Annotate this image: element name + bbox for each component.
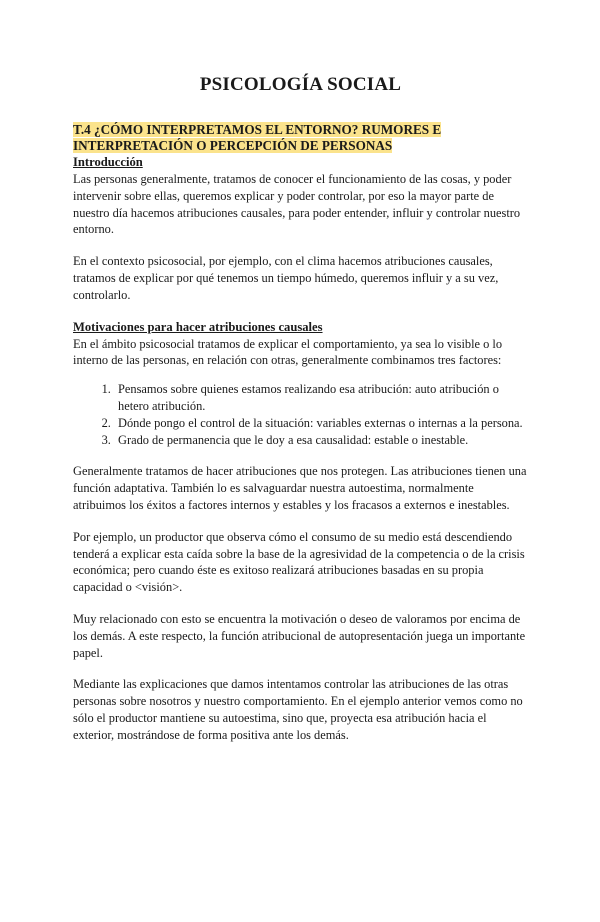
- paragraph-motivaciones: En el ámbito psicosocial tratamos de explicar el comportamiento, ya sea lo visible o lo interno de las personas, en relación con otras, generalmente combinamos tres factores:: [73, 336, 503, 368]
- list-item: 3. Grado de permanencia que le doy a esa causalidad: estable o inestable.: [114, 432, 528, 449]
- paragraph-gap: [73, 596, 528, 611]
- topic-heading: [73, 122, 528, 154]
- paragraph-gap: [73, 514, 528, 529]
- factors-list: [73, 381, 528, 448]
- paragraph-adaptive: Generalmente tratamos de hacer atribuciones que nos protegen. Las atribuciones tienen una función adaptativa. También lo es salvaguardar nuestra autoestima, normalmente atribuimos los éxitos a factores internos y estables y los fracasos a externos e inestables.: [73, 464, 527, 512]
- paragraph-gap: [73, 661, 528, 676]
- paragraph-intro-2: En el contexto psicosocial, por ejemplo, con el clima hacemos atribuciones causales, tratamos de explicar por qué tenemos un tiempo húmedo, queremos influir y a su vez, controlarlo.: [73, 254, 499, 302]
- topic-heading-text: T.4 ¿CÓMO INTERPRETAMOS EL ENTORNO? RUMORES E INTERPRETACIÓN O PERCEPCIÓN DE PERSONAS: [73, 122, 442, 153]
- list-item: 2. Dónde pongo el control de la situación: variables externas o internas a la persona.: [114, 415, 528, 432]
- section-heading-introduccion: Introducción: [73, 155, 143, 169]
- paragraph-intro-1: Las personas generalmente, tratamos de conocer el funcionamiento de las cosas, y poder intervenir sobre ellas, queremos explicar y poder controlar, por eso la mayor parte de nuestro día hacemos atribuciones causales, para poder entender, influir y controlar nuestro entorno.: [73, 172, 521, 237]
- paragraph-related: Muy relacionado con esto se encuentra la motivación o deseo de valoramos por encima de los demás. A este respecto, la función atribucional de autopresentación juega un importante papel.: [73, 611, 526, 660]
- paragraph-gap: [73, 448, 528, 463]
- paragraph-gap: [73, 238, 528, 253]
- paragraph-explanations: Mediante las explicaciones que damos intentamos controlar las atribuciones de las otras personas sobre nosotros y nuestro comportamiento. En el ejemplo anterior vemos como no sólo el productor mantiene su autoestima, sino que, proyecta esa atribución hacia el exterior, mostrándose de forma positiva ante los demás.: [73, 677, 523, 742]
- page-title: PSICOLOGÍA SOCIAL: [199, 74, 402, 95]
- paragraph-example: Por ejemplo, un productor que observa cómo el consumo de su medio está descendiendo tenderá a explicar esta caída sobre la base de la agresividad de la competencia o de la crisis económica; pero cuando éste es exitoso realizará atribuciones basadas en su propia capacidad o <visión>.: [73, 529, 525, 595]
- document-page: [0, 74, 600, 922]
- list-item: 1. Pensamos sobre quienes estamos realizando esa atribución: auto atribución o hetero atribución.: [114, 381, 528, 415]
- paragraph-gap: [73, 304, 528, 319]
- section-heading-motivaciones: Motivaciones para hacer atribuciones causales: [73, 319, 323, 334]
